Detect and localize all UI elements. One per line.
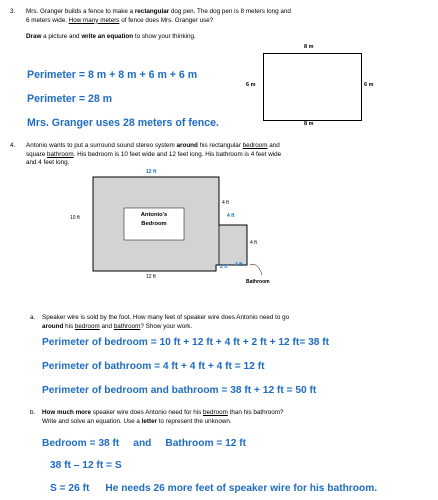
part-b-answer-1: Bedroom = 38 ft and Bathroom = 12 ft — [42, 438, 247, 449]
rect-top-label: 8 m — [304, 44, 314, 50]
rect-left-label: 6 m — [246, 82, 256, 88]
diagram-top-label: 12 ft — [146, 169, 157, 175]
question-3-instructions: Draw a picture and write an equation to show your thinking. — [26, 33, 196, 40]
rect-right-label: 6 m — [364, 82, 374, 88]
rect-bottom-label: 8 m — [304, 121, 314, 127]
part-a-answer-3: Perimeter of bedroom and bathroom = 38 ft + 12 ft = 50 ft — [42, 385, 317, 396]
part-a-question: a. Speaker wire is sold by the foot. How many feet of speaker wire does Antonio need to go around his bedroom and bathroom? Show your work. — [30, 314, 290, 330]
question-3-text: Mrs. Granger builds a fence to make a rectangular dog pen. The dog pen is 8 meters long and 6 meters wide. How many meters of fence does Mrs. Granger use? — [26, 8, 291, 24]
question-number: 3. — [10, 8, 16, 15]
diagram-bath-top-label: 4 ft — [227, 213, 235, 219]
question-number: 4. — [10, 142, 16, 149]
part-a-answer-2: Perimeter of bathroom = 4 ft + 4 ft + 4 ft = 12 ft — [42, 361, 265, 372]
diagram-bath-right-label: 4 ft — [250, 240, 257, 246]
diagram-left-label: 10 ft — [70, 215, 80, 221]
diagram-bottom-label: 12 ft — [146, 274, 156, 280]
q3-answer-2: Perimeter = 28 m — [27, 93, 113, 105]
diagram-bed-right-label: 4 ft — [222, 200, 229, 206]
bathroom-pointer-arrow — [250, 264, 262, 275]
part-b-answer-3: S = 26 ft He needs 26 more feet of speaker wire for his bathroom. — [50, 483, 378, 494]
diagram-bath-bottom-a-label: 2 ft — [220, 264, 228, 270]
part-a-answer-1: Perimeter of bedroom = 10 ft + 12 ft + 4 ft + 2 ft + 12 ft= 38 ft — [42, 337, 330, 348]
diagram-bath-bottom-b-label: 4 ft — [235, 262, 243, 268]
q3-answer-1: Perimeter = 8 m + 8 m + 6 m + 6 m — [27, 69, 198, 81]
question-4-text: Antonio wants to put a surround sound stereo system around his rectangular bedroom and square bathroom. His bedroom is 10 feet wide and 12 feet long. His bathroom is 4 feet wide and 4 feet long. — [26, 142, 282, 167]
part-b-question: b. How much more speaker wire does Antonio need for his bedroom than his bathroom? Write and solve an equation. Use a letter to represent the unknown. — [30, 409, 284, 425]
bathroom-label: Bathroom — [246, 279, 270, 285]
part-b-answer-2: 38 ft – 12 ft = S — [50, 460, 122, 471]
room-name: Antonio's Bedroom — [140, 212, 168, 227]
q3-answer-3: Mrs. Granger uses 28 meters of fence. — [27, 117, 219, 129]
